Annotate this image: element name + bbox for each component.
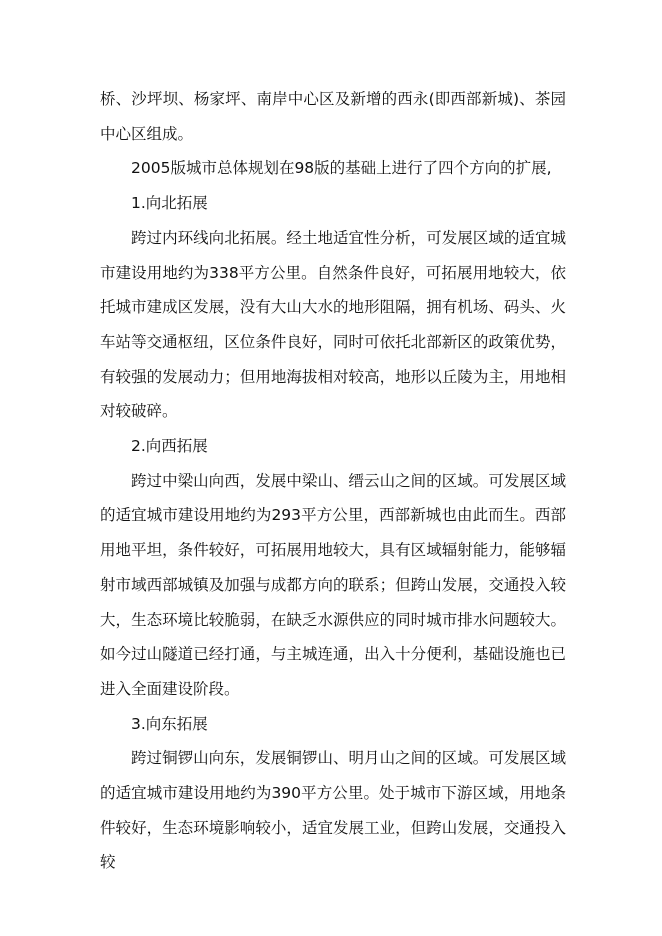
paragraph-west-expansion: 跨过中梁山向西，发展中梁山、缙云山之间的区域。可发展区域的适宜城市建设用地约为293平方公里，西部新城也由此而生。西部用地平坦，条件较好，可拓展用地较大，具有区域辐射能力，能够辐射市域西部城镇及加强与成都方向的联系；但跨山发展，交通投入较大，生态环境比较脆弱，在缺乏水源供应的同时城市排水问题较大。如今过山隧道已经打通，与主城连通，出入十分便利，基础设施也已进入全面建设阶段。: [100, 471, 566, 698]
paragraph-north-expansion: 跨过内环线向北拓展。经土地适宜性分析，可发展区域的适宜城市建设用地约为338平方公里。自然条件良好，可拓展用地较大，依托城市建成区发展，没有大山大水的地形阻隔，拥有机场、码头、火车站等交通枢纽，区位条件良好，同时可依托北部新区的政策优势，有较强的发展动力；但用地海拔相对较高，地形以丘陵为主，用地相对较破碎。: [100, 228, 566, 421]
section-heading-north: 1.向北拓展: [131, 194, 208, 213]
paragraph-continuation: 桥、沙坪坝、杨家坪、南岸中心区及新增的西永(即西部新城)、茶园中心区组成。: [100, 90, 566, 143]
section-heading-west: 2.向西拓展: [131, 437, 208, 456]
paragraph-east-expansion: 跨过铜锣山向东，发展铜锣山、明月山之间的区域。可发展区域的适宜城市建设用地约为390平方公里。处于城市下游区域，用地条件较好，生态环境影响较小，适宜发展工业，但跨山发展，交通投入较: [100, 749, 566, 872]
paragraph-plan-expansion: 2005版城市总体规划在98版的基础上进行了四个方向的扩展,: [131, 159, 552, 178]
document-body: [100, 82, 566, 880]
section-heading-east: 3.向东拓展: [131, 714, 208, 733]
